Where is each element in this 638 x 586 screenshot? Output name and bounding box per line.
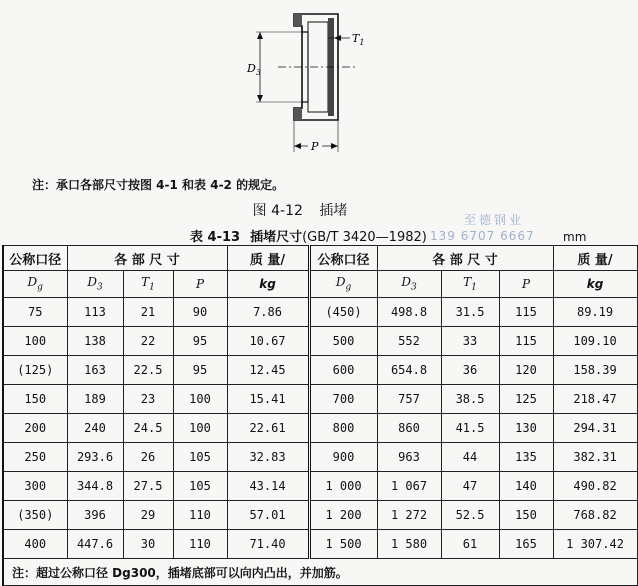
header-row-2 — [3, 271, 637, 298]
plug-drawing — [238, 8, 378, 158]
cell-mass-left: 7.86 — [227, 298, 309, 327]
cell-mass-left: 43.14 — [227, 472, 309, 501]
header-nominal-left: 公称口径 — [3, 246, 67, 271]
cell-p-right: 135 — [499, 443, 553, 472]
cell-d3-left: 138 — [67, 327, 123, 356]
cell-t1-right: 44 — [441, 443, 499, 472]
cell-mass-left: 71.40 — [227, 530, 309, 559]
cell-d3-left: 113 — [67, 298, 123, 327]
cell-t1-right: 61 — [441, 530, 499, 559]
cell-p-left: 90 — [173, 298, 227, 327]
watermark-name: 至德钢业 — [464, 213, 525, 227]
cell-p-left: 105 — [173, 472, 227, 501]
d3-arrow-bottom — [257, 95, 263, 102]
header-dims-right: 各 部 尺 寸 — [377, 246, 553, 271]
cell-p-left: 100 — [173, 385, 227, 414]
top-flange — [294, 14, 302, 26]
cell-t1-right: 52.5 — [441, 501, 499, 530]
cell-dg-right: 600 — [309, 356, 377, 385]
cell-d3-left: 163 — [67, 356, 123, 385]
cell-d3-right: 963 — [377, 443, 441, 472]
cell-t1-left: 27.5 — [123, 472, 173, 501]
table-note-row — [3, 559, 637, 586]
cell-mass-left: 32.83 — [227, 443, 309, 472]
cell-mass-right: 89.19 — [553, 298, 637, 327]
cell-p-right: 140 — [499, 472, 553, 501]
cell-dg-left: (350) — [3, 501, 67, 530]
figure-note: 注：承口各部尺寸按图 4-1 和表 4-2 的规定。 — [32, 178, 285, 192]
header-kg-left: kg — [227, 271, 309, 298]
table-title: 插堵尺寸 — [250, 230, 303, 245]
header-p-left: P — [173, 271, 227, 298]
plug-drawing-svg — [238, 8, 378, 158]
cell-t1-left: 30 — [123, 530, 173, 559]
cell-dg-left: 200 — [3, 414, 67, 443]
cell-t1-left: 22 — [123, 327, 173, 356]
cell-t1-left: 23 — [123, 385, 173, 414]
bottom-flange — [294, 108, 302, 120]
header-dg-right: $D_g$ — [309, 271, 377, 298]
cell-mass-right: 1 307.42 — [553, 530, 637, 559]
t1-label: $T_1$ — [352, 32, 365, 47]
cell-d3-left: 240 — [67, 414, 123, 443]
cell-t1-right: 36 — [441, 356, 499, 385]
cell-dg-right: 700 — [309, 385, 377, 414]
header-nominal-right: 公称口径 — [309, 246, 377, 271]
cell-dg-right: 800 — [309, 414, 377, 443]
cell-t1-right: 31.5 — [441, 298, 499, 327]
table-row — [3, 327, 637, 356]
cell-d3-right: 1 067 — [377, 472, 441, 501]
cell-dg-right: 900 — [309, 443, 377, 472]
cell-dg-left: 250 — [3, 443, 67, 472]
cell-dg-left: (125) — [3, 356, 67, 385]
cell-mass-right: 294.31 — [553, 414, 637, 443]
cell-mass-right: 382.31 — [553, 443, 637, 472]
cell-p-right: 115 — [499, 298, 553, 327]
header-mass-right: 质 量/ — [553, 246, 637, 271]
cell-d3-right: 498.8 — [377, 298, 441, 327]
cell-d3-right: 757 — [377, 385, 441, 414]
unit-label: mm — [563, 230, 587, 244]
cell-mass-left: 12.45 — [227, 356, 309, 385]
cell-mass-left: 57.01 — [227, 501, 309, 530]
header-dg-left: $D_g$ — [3, 271, 67, 298]
table-row — [3, 501, 637, 530]
cell-p-left: 110 — [173, 530, 227, 559]
header-t1-right: $T_1$ — [441, 271, 499, 298]
cell-mass-left: 15.41 — [227, 385, 309, 414]
cell-d3-left: 396 — [67, 501, 123, 530]
cell-p-right: 125 — [499, 385, 553, 414]
cell-p-right: 120 — [499, 356, 553, 385]
cell-p-left: 110 — [173, 501, 227, 530]
header-mass-left: 质 量/ — [227, 246, 309, 271]
header-kg-right: kg — [553, 271, 637, 298]
cell-t1-right: 38.5 — [441, 385, 499, 414]
header-dims-left: 各 部 尺 寸 — [67, 246, 227, 271]
cell-mass-right: 109.10 — [553, 327, 637, 356]
cell-dg-left: 400 — [3, 530, 67, 559]
table-body — [3, 298, 637, 586]
p-arrow-right — [331, 143, 338, 149]
cell-mass-left: 10.67 — [227, 327, 309, 356]
cell-t1-left: 24.5 — [123, 414, 173, 443]
cell-t1-left: 21 — [123, 298, 173, 327]
table-row — [3, 443, 637, 472]
cell-d3-right: 654.8 — [377, 356, 441, 385]
cell-d3-right: 552 — [377, 327, 441, 356]
cell-t1-right: 47 — [441, 472, 499, 501]
cell-dg-left: 150 — [3, 385, 67, 414]
table-note: 注：超过公称口径 Dg300，插堵底部可以向内凸出，并加筋。 — [3, 559, 637, 586]
cell-dg-right: 1 000 — [309, 472, 377, 501]
cell-t1-right: 33 — [441, 327, 499, 356]
table-row — [3, 414, 637, 443]
cell-d3-right: 1 580 — [377, 530, 441, 559]
cell-p-right: 130 — [499, 414, 553, 443]
table-row — [3, 530, 637, 559]
cell-p-left: 100 — [173, 414, 227, 443]
d3-label: $D_3$ — [247, 62, 261, 77]
cell-dg-right: 500 — [309, 327, 377, 356]
cell-d3-left: 189 — [67, 385, 123, 414]
p-arrow-left — [294, 143, 301, 149]
cell-t1-left: 22.5 — [123, 356, 173, 385]
table-caption — [190, 226, 427, 245]
header-t1-left: $T_1$ — [123, 271, 173, 298]
figure-title: 插堵 — [319, 203, 348, 219]
cell-dg-left: 300 — [3, 472, 67, 501]
cell-d3-right: 860 — [377, 414, 441, 443]
cell-dg-right: 1 500 — [309, 530, 377, 559]
cell-dg-left: 75 — [3, 298, 67, 327]
d3-arrow-top — [257, 32, 263, 39]
cell-d3-left: 344.8 — [67, 472, 123, 501]
cell-p-left: 95 — [173, 327, 227, 356]
cell-d3-left: 447.6 — [67, 530, 123, 559]
figure-number: 图 4-12 — [252, 203, 303, 219]
cell-mass-left: 22.61 — [227, 414, 309, 443]
cell-t1-left: 29 — [123, 501, 173, 530]
watermark — [430, 212, 535, 244]
table-standard: (GB/T 3420—1982) — [302, 230, 427, 245]
cell-p-right: 150 — [499, 501, 553, 530]
header-d3-left: $D_3$ — [67, 271, 123, 298]
header-p-right: P — [499, 271, 553, 298]
plug-dimension-table — [2, 245, 638, 586]
cell-p-right: 115 — [499, 327, 553, 356]
cell-p-left: 95 — [173, 356, 227, 385]
cell-mass-right: 490.82 — [553, 472, 637, 501]
table-row — [3, 298, 637, 327]
cell-t1-left: 26 — [123, 443, 173, 472]
watermark-phone: 139 6707 6667 — [430, 229, 535, 243]
table-row — [3, 472, 637, 501]
cell-mass-right: 158.39 — [553, 356, 637, 385]
table-row — [3, 356, 637, 385]
cell-dg-right: 1 200 — [309, 501, 377, 530]
cell-p-left: 105 — [173, 443, 227, 472]
cell-dg-left: 100 — [3, 327, 67, 356]
cell-p-right: 165 — [499, 530, 553, 559]
p-label: P — [311, 140, 319, 153]
cell-d3-left: 293.6 — [67, 443, 123, 472]
cell-dg-right: (450) — [309, 298, 377, 327]
table-number: 表 4-13 — [190, 230, 241, 245]
cell-mass-right: 768.82 — [553, 501, 637, 530]
cell-d3-right: 1 272 — [377, 501, 441, 530]
cell-mass-right: 218.47 — [553, 385, 637, 414]
table-row — [3, 385, 637, 414]
header-d3-right: $D_3$ — [377, 271, 441, 298]
cell-t1-right: 41.5 — [441, 414, 499, 443]
header-row-1 — [3, 246, 637, 271]
